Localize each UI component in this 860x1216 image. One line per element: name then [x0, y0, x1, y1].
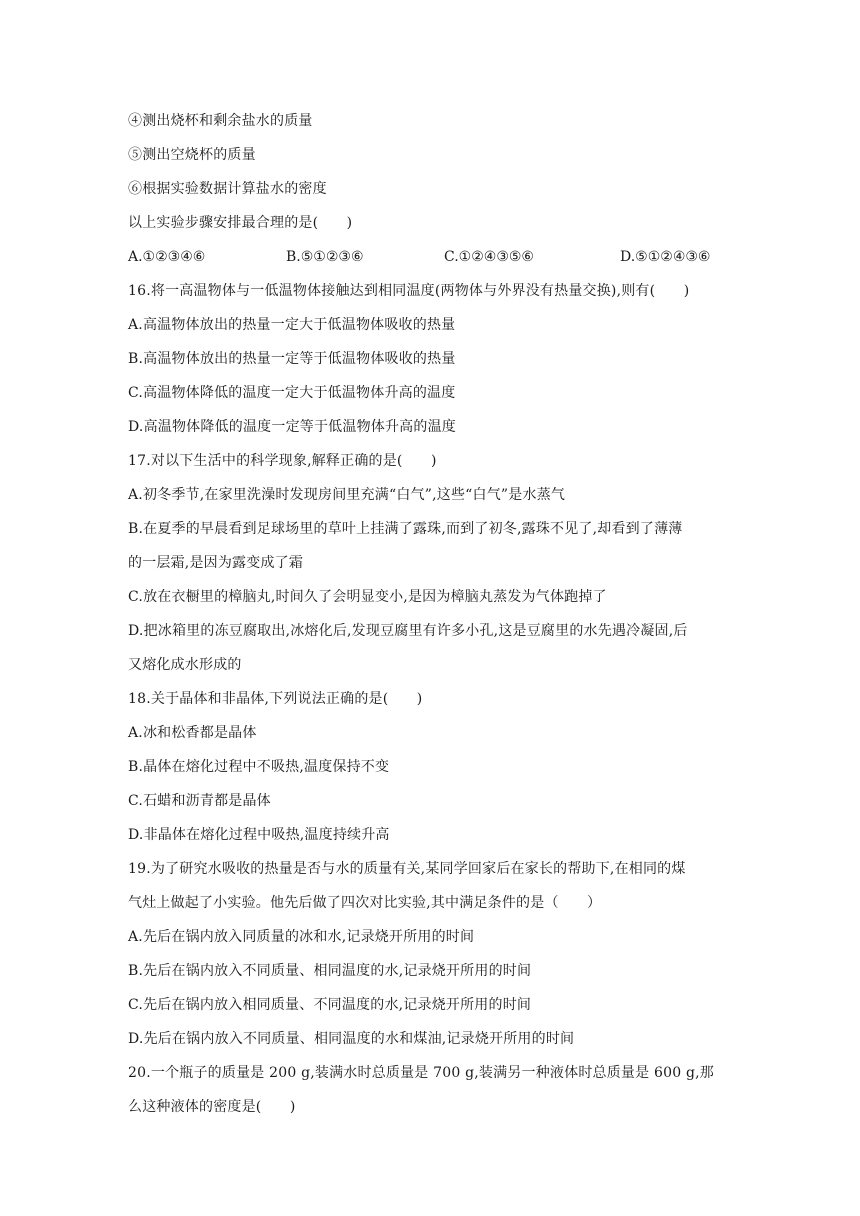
q20-stem: 20.一个瓶子的质量是 200 g,装满水时总质量是 700 g,装满另一种液体时总质量是 600 g,那	[128, 1065, 714, 1081]
q19-option-a: A.先后在锅内放入同质量的冰和水,记录烧开所用的时间	[128, 929, 475, 945]
q17-option-b-cont: 的一层霜,是因为露变成了霜	[128, 555, 304, 571]
q17-option-a: A.初冬季节,在家里洗澡时发现房间里充满“白气”,这些“白气”是水蒸气	[128, 487, 566, 503]
q19-option-d: D.先后在锅内放入不同质量、相同温度的水和煤油,记录烧开所用的时间	[128, 1031, 575, 1047]
q16-stem: 16.将一高温物体与一低温物体接触达到相同温度(两物体与外界没有热量交换),则有( )	[128, 283, 690, 299]
q15-prompt: 以上实验步骤安排最合理的是( )	[128, 215, 353, 231]
q17-stem: 17.对以下生活中的科学现象,解释正确的是( )	[128, 453, 437, 469]
q19-stem: 19.为了研究水吸收的热量是否与水的质量有关,某同学回家后在家长的帮助下,在相同的煤	[128, 861, 686, 877]
q17-option-d-cont: 又熔化成水形成的	[128, 657, 242, 673]
q18-option-d: D.非晶体在熔化过程中吸热,温度持续升高	[128, 827, 390, 843]
q15-option-b: B.⑤①②③⑥	[286, 249, 364, 265]
q15-step-6: ⑥根据实验数据计算盐水的密度	[128, 181, 327, 197]
q17-option-d: D.把冰箱里的冻豆腐取出,冰熔化后,发现豆腐里有许多小孔,这是豆腐里的水先遇冷凝固,后	[128, 623, 688, 639]
q16-option-a: A.高温物体放出的热量一定大于低温物体吸收的热量	[128, 317, 456, 333]
q19-option-c: C.先后在锅内放入相同质量、不同温度的水,记录烧开所用的时间	[128, 997, 532, 1013]
q16-option-c: C.高温物体降低的温度一定大于低温物体升高的温度	[128, 385, 456, 401]
q18-option-a: A.冰和松香都是晶体	[128, 725, 257, 741]
q15-step-5: ⑤测出空烧杯的质量	[128, 147, 256, 163]
q16-option-d: D.高温物体降低的温度一定等于低温物体升高的温度	[128, 419, 456, 435]
q16-option-b: B.高温物体放出的热量一定等于低温物体吸收的热量	[128, 351, 456, 367]
q17-option-b: B.在夏季的早晨看到足球场里的草叶上挂满了露珠,而到了初冬,露珠不见了,却看到了薄薄	[128, 521, 683, 537]
q15-step-4: ④测出烧杯和剩余盐水的质量	[128, 113, 313, 129]
q15-option-d: D.⑤①②④③⑥	[620, 249, 711, 265]
q18-option-c: C.石蜡和沥青都是晶体	[128, 793, 271, 809]
q20-stem-cont: 么这种液体的密度是( )	[128, 1099, 296, 1115]
q19-stem-cont: 气灶上做起了小实验。他先后做了四次对比实验,其中满足条件的是（ ）	[128, 895, 602, 911]
q15-option-a: A.①②③④⑥	[128, 249, 206, 265]
q17-option-c: C.放在衣橱里的樟脑丸,时间久了会明显变小,是因为樟脑丸蒸发为气体跑掉了	[128, 589, 607, 605]
q19-option-b: B.先后在锅内放入不同质量、相同温度的水,记录烧开所用的时间	[128, 963, 532, 979]
q15-option-c: C.①②④③⑤⑥	[444, 249, 534, 265]
q18-stem: 18.关于晶体和非晶体,下列说法正确的是( )	[128, 691, 423, 707]
q18-option-b: B.晶体在熔化过程中不吸热,温度保持不变	[128, 759, 390, 775]
